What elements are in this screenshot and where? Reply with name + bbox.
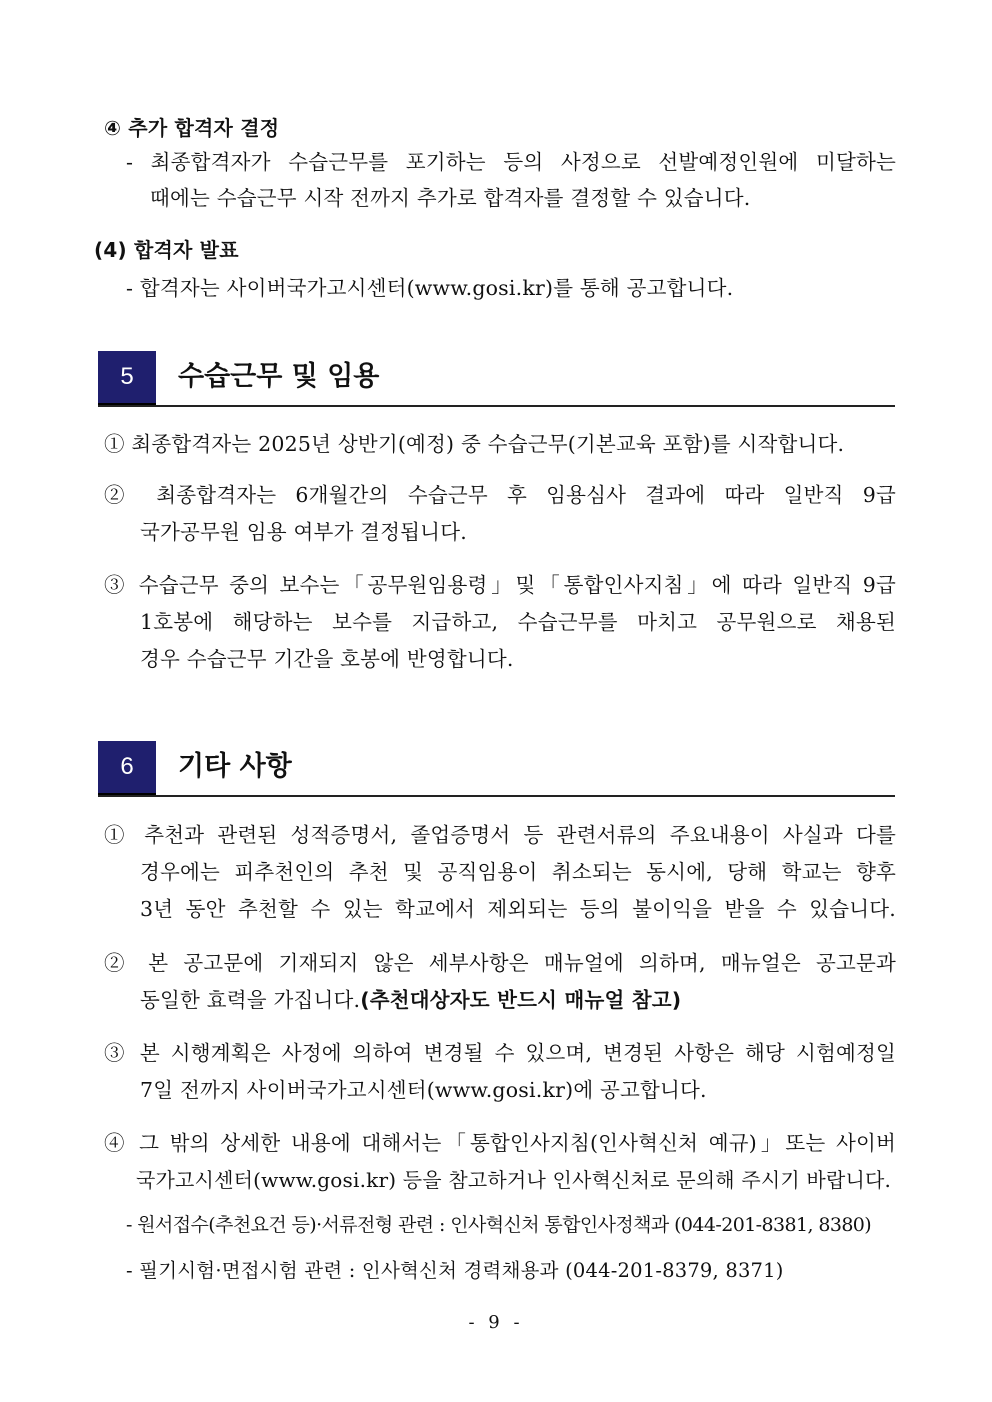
s5-item2-line-1: ② 최종합격자는 6개월간의 수습근무 후 임용심사 결과에 따라 일반직 9급 [104, 483, 896, 507]
s6-item2-line-1: ② 본 공고문에 기재되지 않은 세부사항은 매뉴얼에 의하며, 매뉴얼은 공고문과 [104, 951, 896, 975]
s6-item2-emphasis: (추천대상자도 반드시 매뉴얼 참고) [360, 988, 682, 1012]
s6-item3-line-1: ③ 본 시행계획은 사정에 의하여 변경될 수 있으며, 변경된 사항은 해당 시험예정일 [104, 1041, 896, 1065]
s6-item3-line-2: 7일 전까지 사이버국가고시센터(www.gosi.kr)에 공고합니다. [140, 1078, 707, 1102]
contact-line-2: - 필기시험·면접시험 관련 : 인사혁신처 경력채용과 (044-201-8379, 8371) [126, 1259, 784, 1282]
section-6-title: 기타 사항 [178, 751, 292, 782]
s6-item2-line-2 [140, 986, 681, 1014]
page-number: - 9 - [468, 1312, 524, 1333]
s6-item1-line-3: 3년 동안 추천할 수 있는 학교에서 제외되는 등의 불이익을 받을 수 있습니다. [140, 897, 896, 921]
s6-item4-line-2: 국가고시센터(www.gosi.kr) 등을 참고하거나 인사혁신처로 문의해 주시기 바랍니다. [136, 1168, 892, 1192]
s5-item3-line-2: 1호봉에 해당하는 보수를 지급하고, 수습근무를 마치고 공무원으로 채용된 [140, 610, 896, 634]
section-6-number: 6 [98, 741, 156, 795]
s5-item1: ① 최종합격자는 2025년 상반기(예정) 중 수습근무(기본교육 포함)를 시작합니다. [104, 432, 845, 456]
item4-heading: ④ 추가 합격자 결정 [104, 116, 280, 140]
s6-item1-line-2: 경우에는 피추천인의 추천 및 공직임용이 취소되는 동시에, 당해 학교는 향후 [140, 860, 896, 884]
announce-line: - 합격자는 사이버국가고시센터(www.gosi.kr)를 통해 공고합니다. [126, 276, 734, 300]
section-6-header [98, 741, 895, 797]
item4-line-2: 때에는 수습근무 시작 전까지 추가로 합격자를 결정할 수 있습니다. [150, 186, 751, 210]
section-5-number: 5 [98, 351, 156, 405]
s6-item4-line-1: ④ 그 밖의 상세한 내용에 대해서는「통합인사지침(인사혁신처 예규)」또는 사이버 [104, 1131, 896, 1155]
s5-item3-line-3: 경우 수습근무 기간을 호봉에 반영합니다. [140, 647, 514, 671]
announce-heading: (4) 합격자 발표 [94, 238, 239, 262]
s5-item2-line-2: 국가공무원 임용 여부가 결정됩니다. [140, 520, 467, 544]
contact-line-1: - 원서접수(추천요건 등)·서류전형 관련 : 인사혁신처 통합인사정책과 (044-201-8381, 8380) [126, 1214, 872, 1236]
item4-line-1: - 최종합격자가 수습근무를 포기하는 등의 사정으로 선발예정인원에 미달하는 [126, 150, 896, 174]
section-5-title: 수습근무 및 임용 [178, 361, 380, 392]
s5-item3-line-1: ③ 수습근무 중의 보수는「공무원임용령」및「통합인사지침」에 따라 일반직 9급 [104, 573, 896, 597]
s6-item2-text: 동일한 효력을 가집니다. [140, 988, 361, 1012]
section-5-header [98, 351, 895, 407]
s6-item1-line-1: ① 추천과 관련된 성적증명서, 졸업증명서 등 관련서류의 주요내용이 사실과 다를 [104, 823, 896, 847]
